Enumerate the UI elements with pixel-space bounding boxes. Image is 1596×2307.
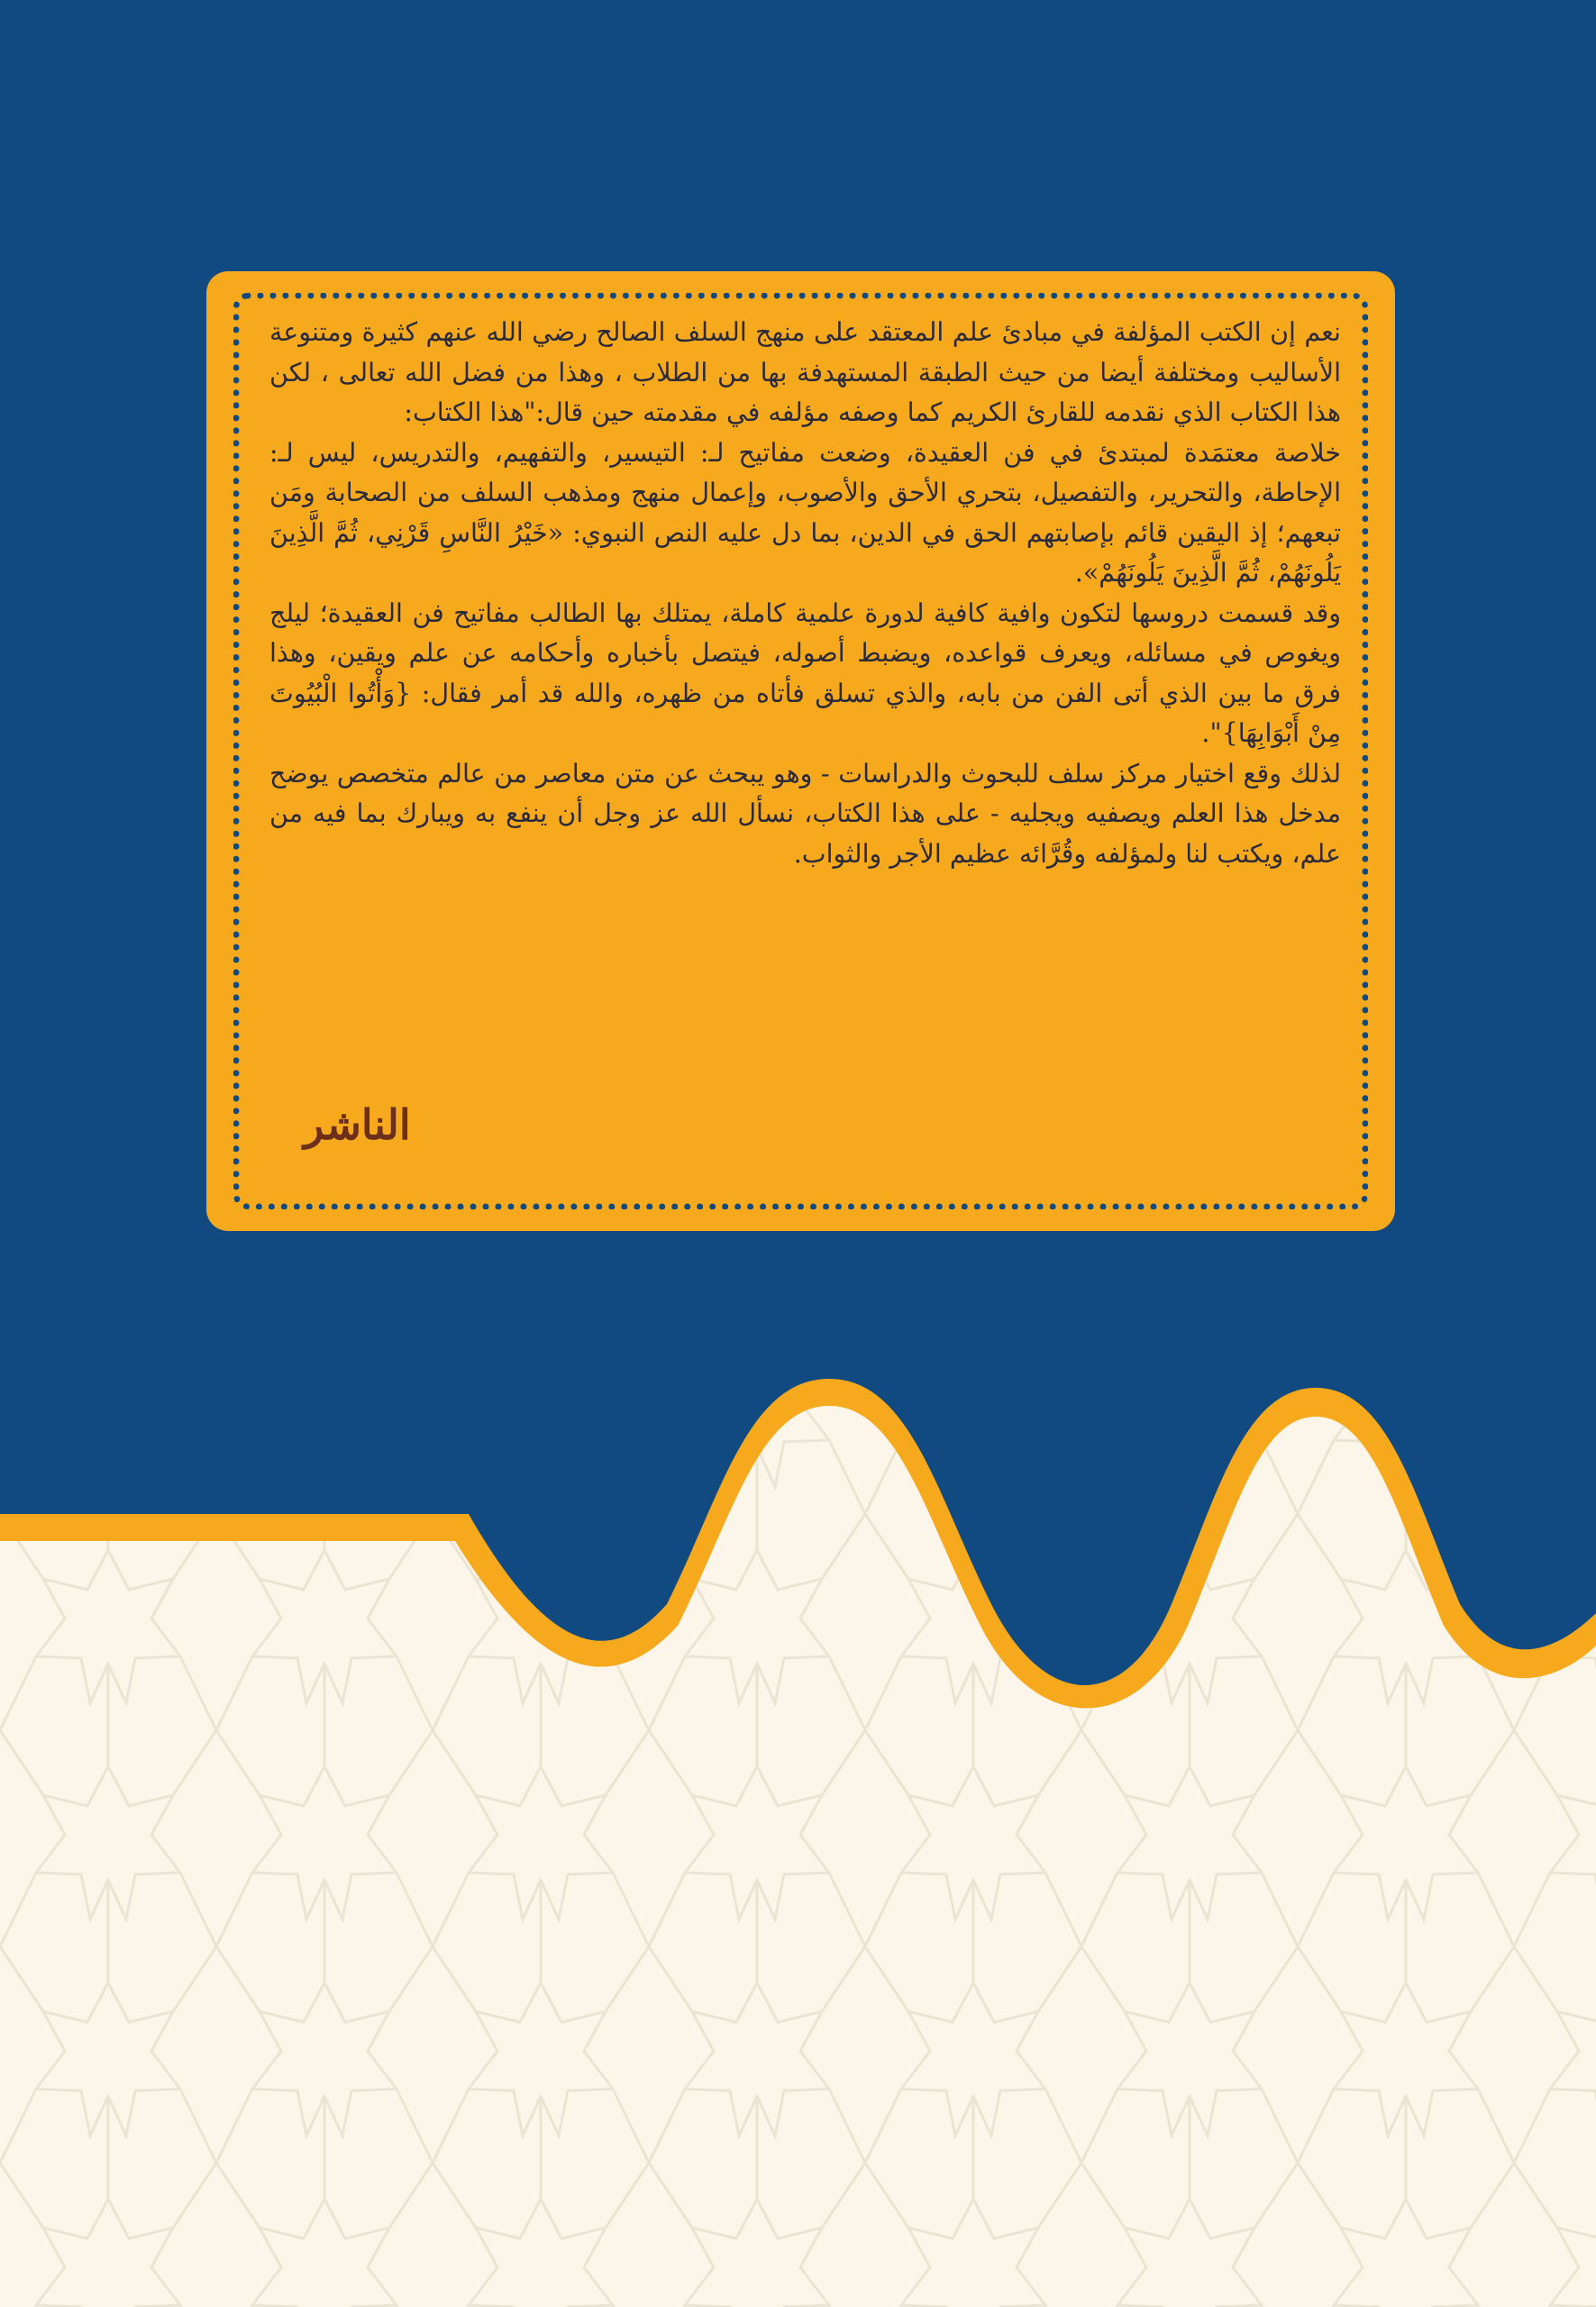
intro-paragraph-1: نعم إن الكتب المؤلفة في مبادئ علم المعتقد على منهج السلف الصالح رضي الله عنهم كثيرة ومتنوعة الأساليب ومختلفة أيضا من حيث الطبقة المستهدفة بها من الطلاب ، وهذا من فضل الله تعالى ، لكن هذا الكتاب الذي نقدمه للقارئ الكريم كما وصفه مؤلفه في مقدمته حين قال:"هذا الكتاب:: [269, 317, 1341, 427]
intro-panel: [206, 271, 1395, 1231]
geometric-pattern: [0, 1406, 1596, 2307]
publisher-signature: الناشر: [304, 1100, 411, 1149]
intro-paragraph-2: خلاصة معتمَدة لمبتدئ في فن العقيدة، وضعت مفاتيح لـ: التيسير، والتفهيم، والتدريس، ليس لـ: الإحاطة، والتحرير، والتفصيل، بتحري الأحق والأصوب، وإعمال منهج ومذهب السلف من الصحابة ومَن تبعهم؛ إذ اليقين قائم بإصابتهم الحق في الدين، بما دل عليه النص النبوي: «خَيْرُ النَّاسِ قَرْنِي، ثُمَّ الَّذِينَ يَلُونَهُمْ، ثُمَّ الَّذِينَ يَلُونَهُمْ».: [269, 437, 1341, 588]
intro-text: [269, 313, 1341, 874]
intro-paragraph-3: وقد قسمت دروسها لتكون وافية كافية لدورة علمية كاملة، يمتلك بها الطالب مفاتيح فن العقيدة؛ ليلج ويغوص في مسائله، ويعرف قواعده، ويضبط أصوله، فيتصل بأخباره وأحكامه عن علم ويقين، وهذا فرق ما بين الذي أتى الفن من بابه، والذي تسلق فأتاه من ظهره، والله قد أمر فقال: {وَأْتُوا الْبُيُوتَ مِنْ أَبْوَابِهَا}".: [269, 597, 1341, 748]
intro-paragraph-4: لذلك وقع اختيار مركز سلف للبحوث والدراسات - وهو يبحث عن متن معاصر من عالم متخصص يوضح مدخل هذا العلم ويصفيه ويجليه - على هذا الكتاب، نسأل الله عز وجل أن ينفع به ويبارك بما فيه من علم، ويكتب لنا ولمؤلفه وقُرَّائه عظيم الأجر والثواب.: [269, 758, 1341, 869]
